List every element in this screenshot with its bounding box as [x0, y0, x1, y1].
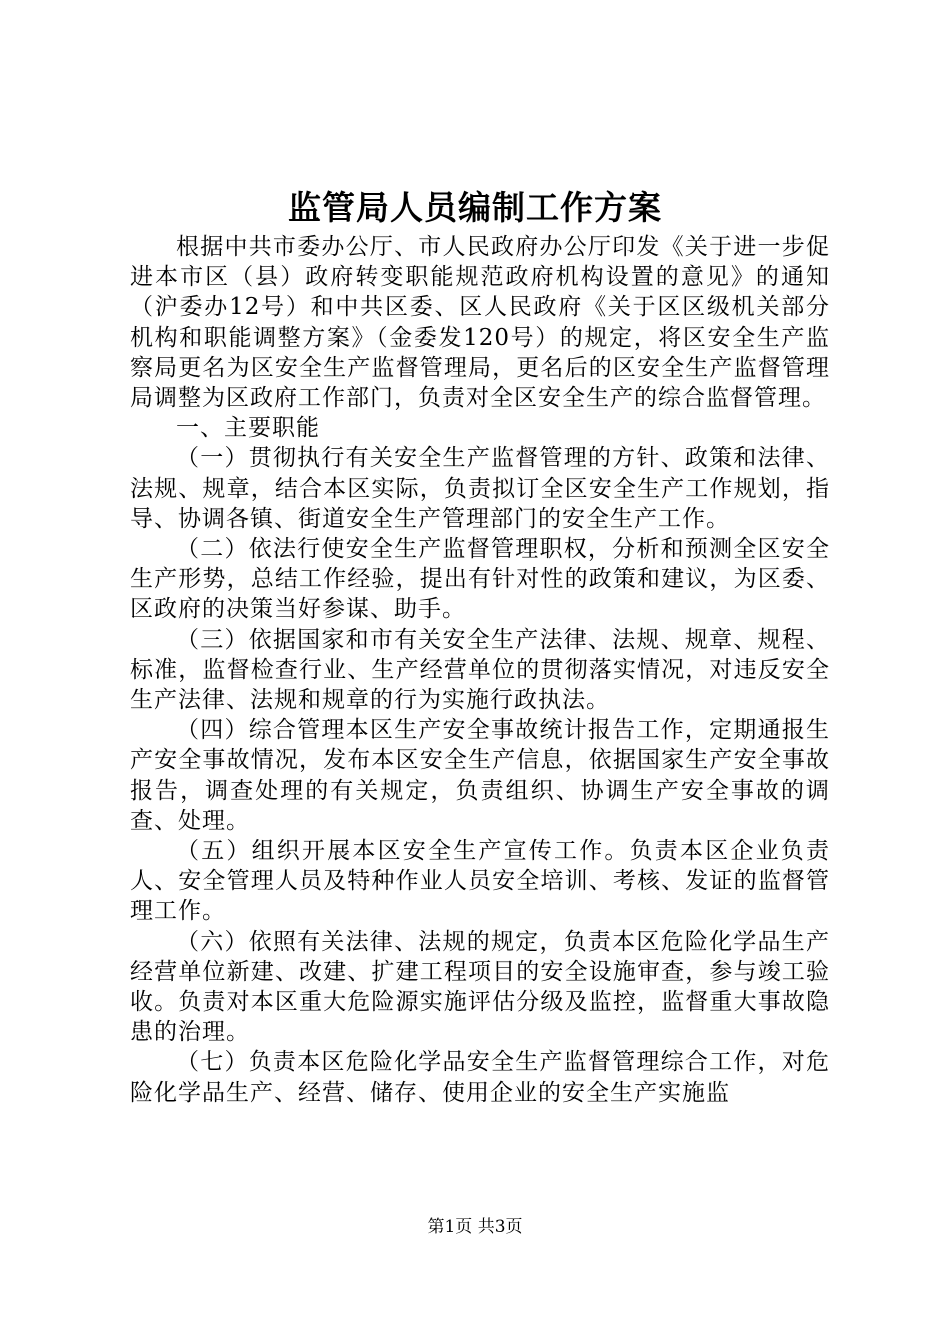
duty-item-6: （六）依照有关法律、法规的规定，负责本区危险化学品生产经营单位新建、改建、扩建工程项目的安全设施审查，参与竣工验收。负责对本区重大危险源实施评估分级及监控，监督重大事故隐患的治理。 [130, 928, 830, 1046]
page-footer: 第1页 共3页 [427, 1217, 523, 1237]
document-body [130, 232, 830, 1108]
duty-item-7: （七）负责本区危险化学品安全生产监督管理综合工作，对危险化学品生产、经营、储存、使用企业的安全生产实施监 [130, 1049, 830, 1106]
duty-item-4: （四）综合管理本区生产安全事故统计报告工作，定期通报生产安全事故情况，发布本区安全生产信息，依据国家生产安全事故报告，调查处理的有关规定，负责组织、协调生产安全事故的调查、处理。 [130, 717, 830, 834]
document-title: 监管局人员编制工作方案 [288, 188, 662, 227]
section-heading: 一、主要职能 [176, 415, 320, 442]
duty-item-2: （二）依法行使安全生产监督管理职权，分析和预测全区安全生产形势，总结工作经验，提出有针对性的政策和建议，为区委、区政府的决策当好参谋、助手。 [130, 536, 830, 623]
duty-item-1: （一）贯彻执行有关安全生产监督管理的方针、政策和法律、法规、规章，结合本区实际，负责拟订全区安全生产工作规划，指导、协调各镇、街道安全生产管理部门的安全生产工作。 [130, 445, 830, 532]
duty-item-3: （三）依据国家和市有关安全生产法律、法规、规章、规程、标准，监督检查行业、生产经营单位的贯彻落实情况，对违反安全生产法律、法规和规章的行为实施行政执法。 [130, 626, 830, 714]
duty-item-5: （五）组织开展本区安全生产宣传工作。负责本区企业负责人、安全管理人员及特种作业人员安全培训、考核、发证的监督管理工作。 [130, 838, 830, 925]
intro-paragraph: 根据中共市委办公厅、市人民政府办公厅印发《关于进一步促进本市区（县）政府转变职能规范政府机构设置的意见》的通知（沪委办12号）和中共区委、区人民政府《关于区区级机关部分机构和职能调整方案》（金委发120号）的规定，将区安全生产监察局更名为区安全生产监督管理局，更名后的区安全生产监督管理局调整为区政府工作部门，负责对全区安全生产的综合监督管理。 [130, 234, 830, 412]
